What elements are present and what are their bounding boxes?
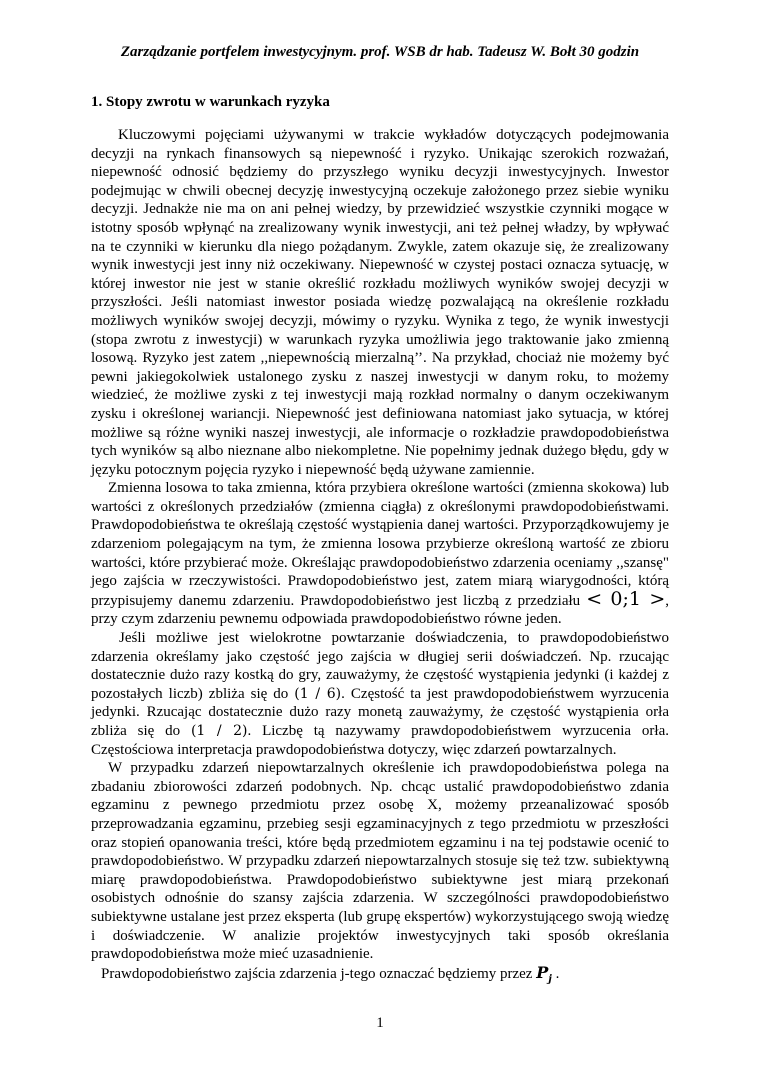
paragraph-text: Zmienna losowa to taka zmienna, która przybiera określone wartości (zmienna skokowa) lub wartości z określonych przedziałów (zmienna ciągła) z określonymi prawdopodobieństwami. Prawdopodobieństwa te określają częstość wystąpienia danej wartości. Przyporządkowujemy je zdarzeniom polegającym na tym, że zmienna losowa przybierze określoną wartość ze zbioru wartości, które przybierać może. Określając prawdopodobieństwo zdarzenia oceniamy ,,szansę" jego zajścia w rzeczywistości. Prawdopodobieństwo jest, zatem miarą wiarygodności, którą przypisujemy danemu zdarzeniu. Prawdopodobieństwo jest liczbą z przedziału: [91, 480, 669, 609]
paragraph-random-variable: [91, 479, 669, 629]
probability-letter: P: [536, 962, 549, 982]
fraction-one-half: (1 / 2): [190, 723, 248, 739]
paragraph-frequency-interpretation: [91, 629, 669, 759]
probability-subscript: j: [548, 973, 552, 985]
paragraph-text: .: [551, 965, 560, 982]
paragraph-notation: [91, 964, 669, 990]
paragraph-text: , przy czym zdarzeniu pewnemu odpowiada prawdopodobieństwo równe jeden.: [91, 592, 669, 628]
paragraph-text: . Liczbę tą nazywamy prawdopodobieństwem wyrzucenia orła. Częstościowa interpretacja prawdopodobieństwa dotyczy, więc zdarzeń powtarzalnych.: [91, 723, 669, 758]
probability-symbol: [536, 962, 552, 985]
interval-formula: < 0;1 >: [586, 587, 666, 610]
paragraph-subjective-probability: W przypadku zdarzeń niepowtarzalnych określenie ich prawdopodobieństwa polega na zbadaniu zbiorowości zdarzeń podobnych. Np. chcąc ustalić prawdopodobieństwo zdania egzaminu z pewnego przedmiotu przez osobę X, możemy przeanalizować sposób przeprowadzania egzaminu, przebieg sesji egzaminacyjnych z tego przedmiotu w przeszłości oraz stopień opanowania treści, które będą przedmiotem egzaminu i na tej podstawie ocenić to prawdopodobieństwo. W przypadku zdarzeń niepowtarzalnych stosuje się też tzw. subiektywną miarę prawdopodobieństwa. Prawdopodobieństwo subiektywne jest miarą przekonań osobistych odnośnie do szansy zajścia zdarzenia. W szczególności prawdopodobieństwo subiektywne ustalane jest przez eksperta (lub grupę ekspertów) wykorzystującego swoją wiedzę i doświadczenie. W analizie projektów inwestycyjnych taki sposób określania prawdopodobieństwa może mieć uzasadnienie.: [91, 760, 669, 963]
document-header: Zarządzanie portfelem inwestycyjnym. prof. WSB dr hab. Tadeusz W. Bołt 30 godzin: [120, 44, 640, 60]
paragraph-text: Jeśli możliwe jest wielokrotne powtarzanie doświadczenia, to prawdopodobieństwo zdarzenia określamy jako częstość jego zajścia w długiej serii doświadczeń. Np. rzucając dostatecznie dużo razy kostką do gry, zauważymy, że częstość wystąpienia jedynki (i każdej z pozostałych liczb) zbliża się do: [91, 630, 669, 702]
section-heading: 1. Stopy zwrotu w warunkach ryzyka: [91, 94, 330, 110]
paragraph-risk-uncertainty: Kluczowymi pojęciami używanymi w trakcie wykładów dotyczących podejmowania decyzji na rynkach finansowych są niepewność i ryzyko. Unikając szerokich rozważań, niepewność odnosić będziemy do przyszłego wyniku decyzji inwestycyjnych. Inwestor podejmując w chwili obecnej decyzję inwestycyjną oczekuje założonego przez siebie wyniku decyzji. Jednakże nie ma on ani pełnej wiedzy, by przewidzieć wszystkie czynniki mogące w istotny sposób wpłynąć na zrealizowany wynik inwestycji, ani też pełnej władzy, by wpływać na te czynniki w kierunku dla niego pożądanym. Zwykle, zatem okazuje się, że zrealizowany wynik inwestycji jest inny niż oczekiwany. Niepewność w czystej postaci oznacza sytuację, w której inwestor nie jest w stanie określić rozkładu możliwych wyników swojej decyzji w przyszłości. Jeśli natomiast inwestor posiada wiedzę pozwalającą na określenie rozkładu możliwych wyników swojej decyzji, mówimy o ryzyku. Wynika z tego, że wynik inwestycji (stopa zwrotu z inwestycji) w warunkach ryzyka umożliwia jego traktowanie jako zmienną losową. Ryzyko jest zatem ,,niepewnością mierzalną’’. Na przykład, chociaż nie możemy być pewni jakiegokolwiek ustalonego zysku z naszej inwestycji w danym roku, to możemy wiedzieć, że możliwe zyski z tej inwestycji mają rozkład normalny o danym oczekiwanym zysku i określonej wariancji. Niepewność jest definiowana natomiast jako sytuacja, w której możliwe są różne wyniki naszej inwestycji, ale informacje o rozkładzie prawdopodobieństwa tych wyników są albo nieznane albo niekompletne. Nie popełnimy jednak dużego błędu, gdy w języku potocznym pojęcia ryzyko i niepewność będą używane zamiennie.: [91, 127, 669, 478]
fraction-one-sixth: (1 / 6): [294, 685, 342, 702]
paragraph-text: . Częstość ta jest prawdopodobieństwem wyrzucenia jedynki. Rzucając dostatecznie dużo razy monetą zauważymy, że częstość wystąpienia orła zbliża się do: [91, 685, 670, 739]
page-number: 1: [376, 1015, 384, 1031]
paragraph-text: Prawdopodobieństwo zajścia zdarzenia j-tego oznaczać będziemy przez: [101, 965, 537, 982]
document-body: [91, 126, 669, 990]
